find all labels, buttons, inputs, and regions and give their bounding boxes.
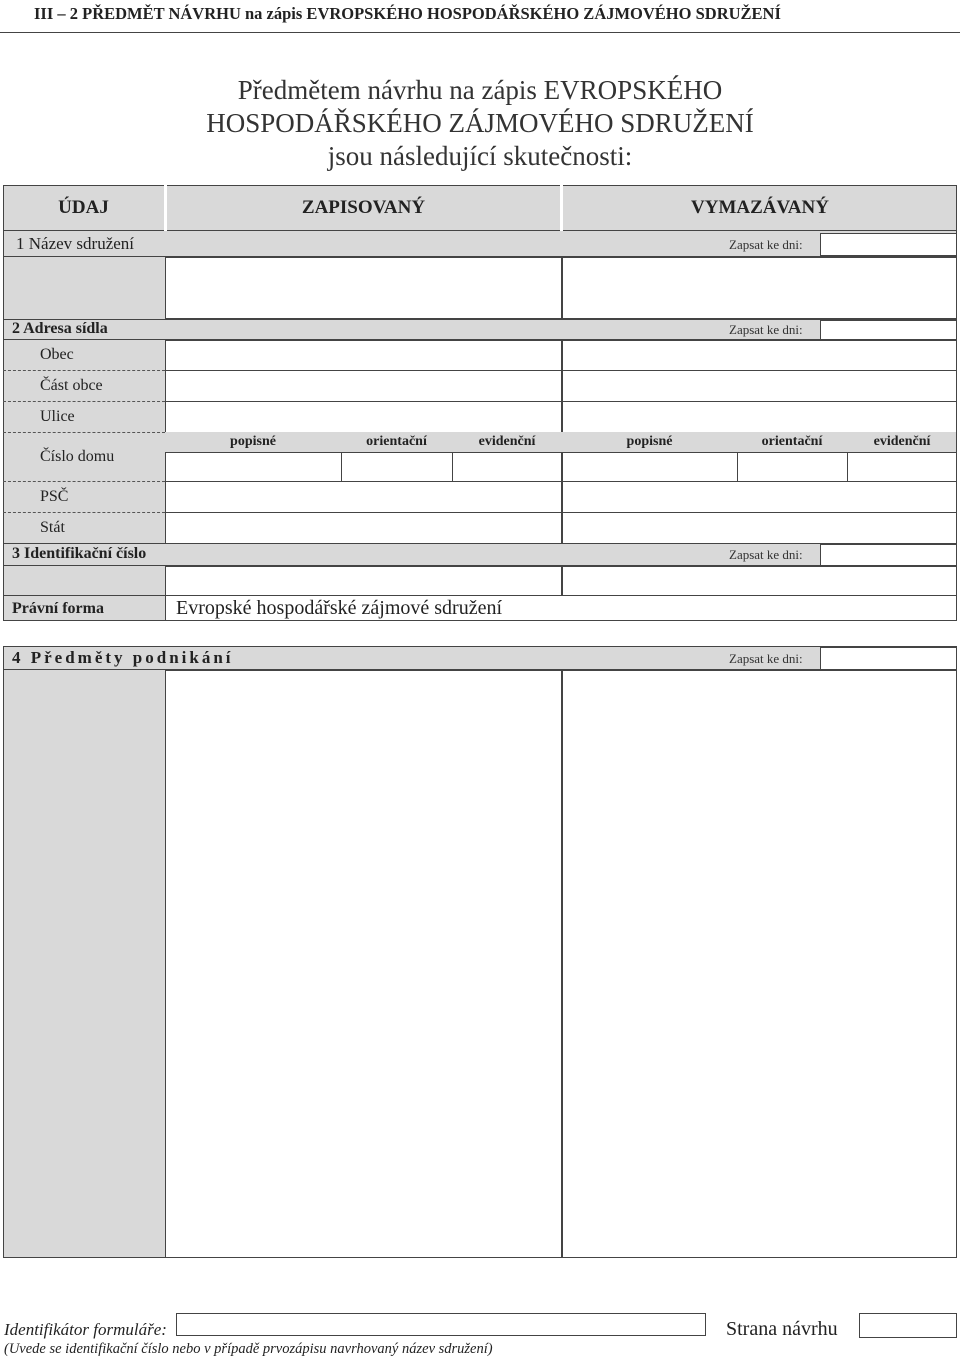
pravni-forma-value: Evropské hospodářské zájmové sdružení [176,597,503,619]
section2-header [3,319,957,340]
divider-obec [3,370,165,371]
section1-zapsat-label: Zapsat ke dni: [729,237,803,252]
popisne-zap-label: popisné [230,434,276,449]
section2-zapsat-date-field[interactable] [820,320,957,340]
divider-ulice [3,432,165,433]
ulice-zapisovany-field[interactable] [165,401,562,433]
section4-title: 4 Předměty podnikání [12,648,234,667]
evidencni-zap-label: evidenční [478,434,536,449]
section1-header [3,231,957,257]
strana-label: Strana návrhu [726,1318,838,1340]
section2-zapsat-label: Zapsat ke dni: [729,322,803,337]
column-zapisovany: ZAPISOVANÝ [301,197,426,218]
title-line-1: Předmětem návrhu na zápis EVROPSKÉHO [237,75,723,105]
pravni-forma-label: Právní forma [12,600,104,617]
title-line-3: jsou následující skutečnosti: [327,141,633,171]
obec-vymazavany-field[interactable] [562,340,957,371]
psc-label: PSČ [40,488,69,505]
cislo-domu-label: Číslo domu [40,448,115,465]
psc-zapisovany-field[interactable] [165,481,562,513]
section3-title: 3 Identifikační číslo [12,545,147,562]
section3-vymazavany-field[interactable] [562,566,957,596]
stat-label: Stát [40,519,65,536]
section3-zapsat-date-field[interactable] [820,544,957,566]
section1-zapsat-date-field[interactable] [820,233,957,256]
evidencni-vymazavany-field[interactable] [847,452,957,482]
section1-title: 1 Název sdružení [16,234,135,253]
divider-cast-obce [3,401,165,402]
divider-psc [3,512,165,513]
evidencni-vym-label: evidenční [873,434,931,449]
cast-obce-vymazavany-field[interactable] [562,370,957,402]
stat-vymazavany-field[interactable] [562,512,957,544]
title-line-2: HOSPODÁŘSKÉHO ZÁJMOVÉHO SDRUŽENÍ [206,108,754,138]
orientacni-zapisovany-field[interactable] [341,452,453,482]
divider-cislo-domu [3,481,165,482]
obec-zapisovany-field[interactable] [165,340,562,371]
column-udaj: ÚDAJ [58,197,109,218]
cast-obce-label: Část obce [40,377,103,394]
identifikator-note: (Uvede se identifikační číslo nebo v případě prvozápisu navrhovaný název sdružení) [4,1341,493,1357]
form-header: III – 2 PŘEDMĚT NÁVRHU na zápis EVROPSKÉHO HOSPODÁŘSKÉHO ZÁJMOVÉHO SDRUŽENÍ [34,4,781,23]
cast-obce-zapisovany-field[interactable] [165,370,562,402]
section4-zapsat-label: Zapsat ke dni: [729,651,803,666]
orientacni-vym-label: orientační [761,434,823,449]
column-vymazavany: VYMAZÁVANÝ [691,197,829,218]
header-divider [0,32,960,33]
obec-label: Obec [40,346,74,363]
section2-title: 2 Adresa sídla [12,320,108,337]
section3-zapisovany-field[interactable] [165,566,562,596]
section4-zapisovany-field[interactable] [165,670,562,1258]
evidencni-zapisovany-field[interactable] [452,452,562,482]
section4-left-col [3,670,165,1258]
orientacni-vymazavany-field[interactable] [737,452,848,482]
page-title [0,74,960,173]
strana-field[interactable] [859,1313,957,1338]
popisne-zapisovany-field[interactable] [165,452,342,482]
stat-zapisovany-field[interactable] [165,512,562,544]
section1-left-col [3,257,165,319]
identifikator-label: Identifikátor formuláře: [4,1320,167,1339]
ulice-vymazavany-field[interactable] [562,401,957,433]
section3-left-col [3,566,165,595]
section4-vymazavany-field[interactable] [562,670,957,1258]
orientacni-zap-label: orientační [366,434,427,449]
ulice-label: Ulice [40,408,75,425]
popisne-vymazavany-field[interactable] [562,452,738,482]
section1-vymazavany-field[interactable] [562,257,957,319]
psc-vymazavany-field[interactable] [562,481,957,513]
section1-zapisovany-field[interactable] [165,257,562,319]
section3-zapsat-label: Zapsat ke dni: [729,547,803,562]
identifikator-field[interactable] [176,1313,706,1336]
popisne-vym-label: popisné [626,434,673,449]
section4-zapsat-date-field[interactable] [820,647,957,670]
